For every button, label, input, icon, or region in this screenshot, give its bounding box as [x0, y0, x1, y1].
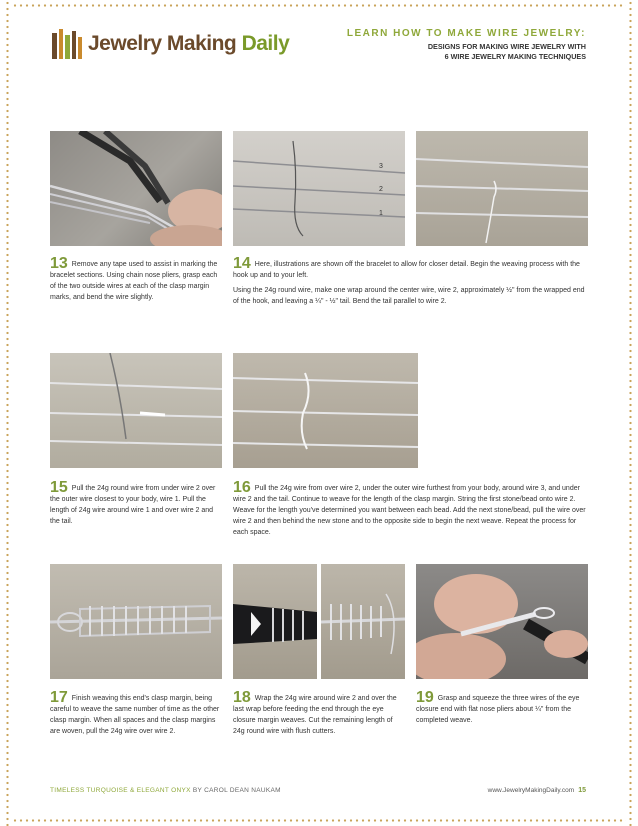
logo-word-accent: Daily — [241, 32, 290, 55]
photo-step-16 — [233, 353, 418, 468]
step-15-text: Pull the 24g round wire from under wire 2 over the outer wire closest to your body, wire 1. Pull the length of 24g wire around wire 1 and over wire 2 and the tail. — [50, 485, 216, 525]
border-dots-bottom — [12, 819, 626, 822]
page-subtitle-line2: 6 WIRE JEWELRY MAKING TECHNIQUES — [444, 52, 586, 61]
step-13 — [50, 255, 222, 307]
step-15 — [50, 479, 222, 531]
footer-byline: BY CAROL DEAN NAUKAM — [190, 787, 281, 794]
photo-step-15 — [50, 353, 222, 468]
photo-step-13 — [50, 131, 222, 246]
logo-tools-icon — [50, 27, 84, 61]
step-13-number: 13 — [50, 255, 68, 272]
step-14-text-2: Using the 24g round wire, make one wrap around the center wire, wire 2, approximately ½" from the wrapped end of the hook, and leaving a ¼" - ½" tail. Bend the tail parallel to wire 2. — [233, 287, 585, 305]
step-18 — [233, 689, 405, 741]
wire-label-1: 1 — [379, 210, 383, 217]
border-dots-right — [629, 0, 632, 826]
step-14-text-1: Here, illustrations are shown off the bracelet to allow for closer detail. Begin the weaving process with the hook up and to your left. — [233, 261, 580, 279]
page-number: 15 — [578, 787, 586, 794]
footer-url[interactable]: www.JewelryMakingDaily.com — [487, 787, 575, 794]
step-19-number: 19 — [416, 689, 434, 706]
page-header — [306, 28, 586, 62]
step-19-text: Grasp and squeeze the three wires of the eye closure end with flat nose pliers about ¼" from the completed weave. — [416, 695, 580, 724]
wire-label-3: 3 — [379, 163, 383, 170]
step-16 — [233, 479, 588, 542]
step-17-number: 17 — [50, 689, 68, 706]
step-16-text: Pull the 24g wire from over wire 2, under the outer wire furthest from your body, around wire 3, and under wire 2 and the tail. Continue to weave for the length of the clasp margin. String the first stone/bead onto wire 2. Weave for the length you've determined you want between each bead. Add the next stone/bead, pull the wire over wire 2 and then behind the new stone and to the opposite side to begin the next weave. Repeat the process for each space. — [233, 485, 586, 536]
logo-wordmark — [88, 32, 289, 56]
step-17 — [50, 689, 222, 741]
photo-step-19 — [416, 564, 588, 679]
step-13-text: Remove any tape used to assist in marking the bracelet sections. Using chain nose pliers, grasp each of the two outside wires at each of the clasp margin marks, and bend the wire slightly. — [50, 261, 218, 301]
step-19 — [416, 689, 588, 730]
logo-word-primary: Jewelry Making — [88, 32, 242, 55]
wire-label-2: 2 — [379, 186, 383, 193]
footer-site — [488, 787, 586, 794]
photo-step-14b — [416, 131, 588, 246]
photo-step-17 — [50, 564, 222, 679]
photo-step-18b — [321, 564, 405, 679]
border-dots-left — [6, 0, 9, 826]
page-subtitle-line1: DESIGNS FOR MAKING WIRE JEWELRY WITH — [427, 42, 586, 51]
step-14-number: 14 — [233, 255, 251, 272]
photo-step-14a — [233, 131, 405, 246]
site-logo[interactable] — [50, 24, 289, 64]
step-15-number: 15 — [50, 479, 68, 496]
step-16-number: 16 — [233, 479, 251, 496]
step-18-text: Wrap the 24g wire around wire 2 and over the last wrap before feeding the end through the eye closure margin weaves. Cut the remaining length of 24g round wire with flush cutters. — [233, 695, 397, 735]
page-title: LEARN HOW TO MAKE WIRE JEWELRY: — [346, 28, 586, 39]
step-14 — [233, 255, 588, 311]
footer-article-title: TIMELESS TURQUOISE & ELEGANT ONYX — [50, 787, 191, 794]
step-17-text: Finish weaving this end's clasp margin, being careful to weave the same number of time as the other clasp margin. When all spaces and the clasp margins are woven, pull the 24g wire over wire 2. — [50, 695, 220, 735]
border-dots-top — [12, 4, 626, 7]
footer-article-credit — [50, 787, 281, 794]
step-18-number: 18 — [233, 689, 251, 706]
photo-step-18a — [233, 564, 317, 679]
